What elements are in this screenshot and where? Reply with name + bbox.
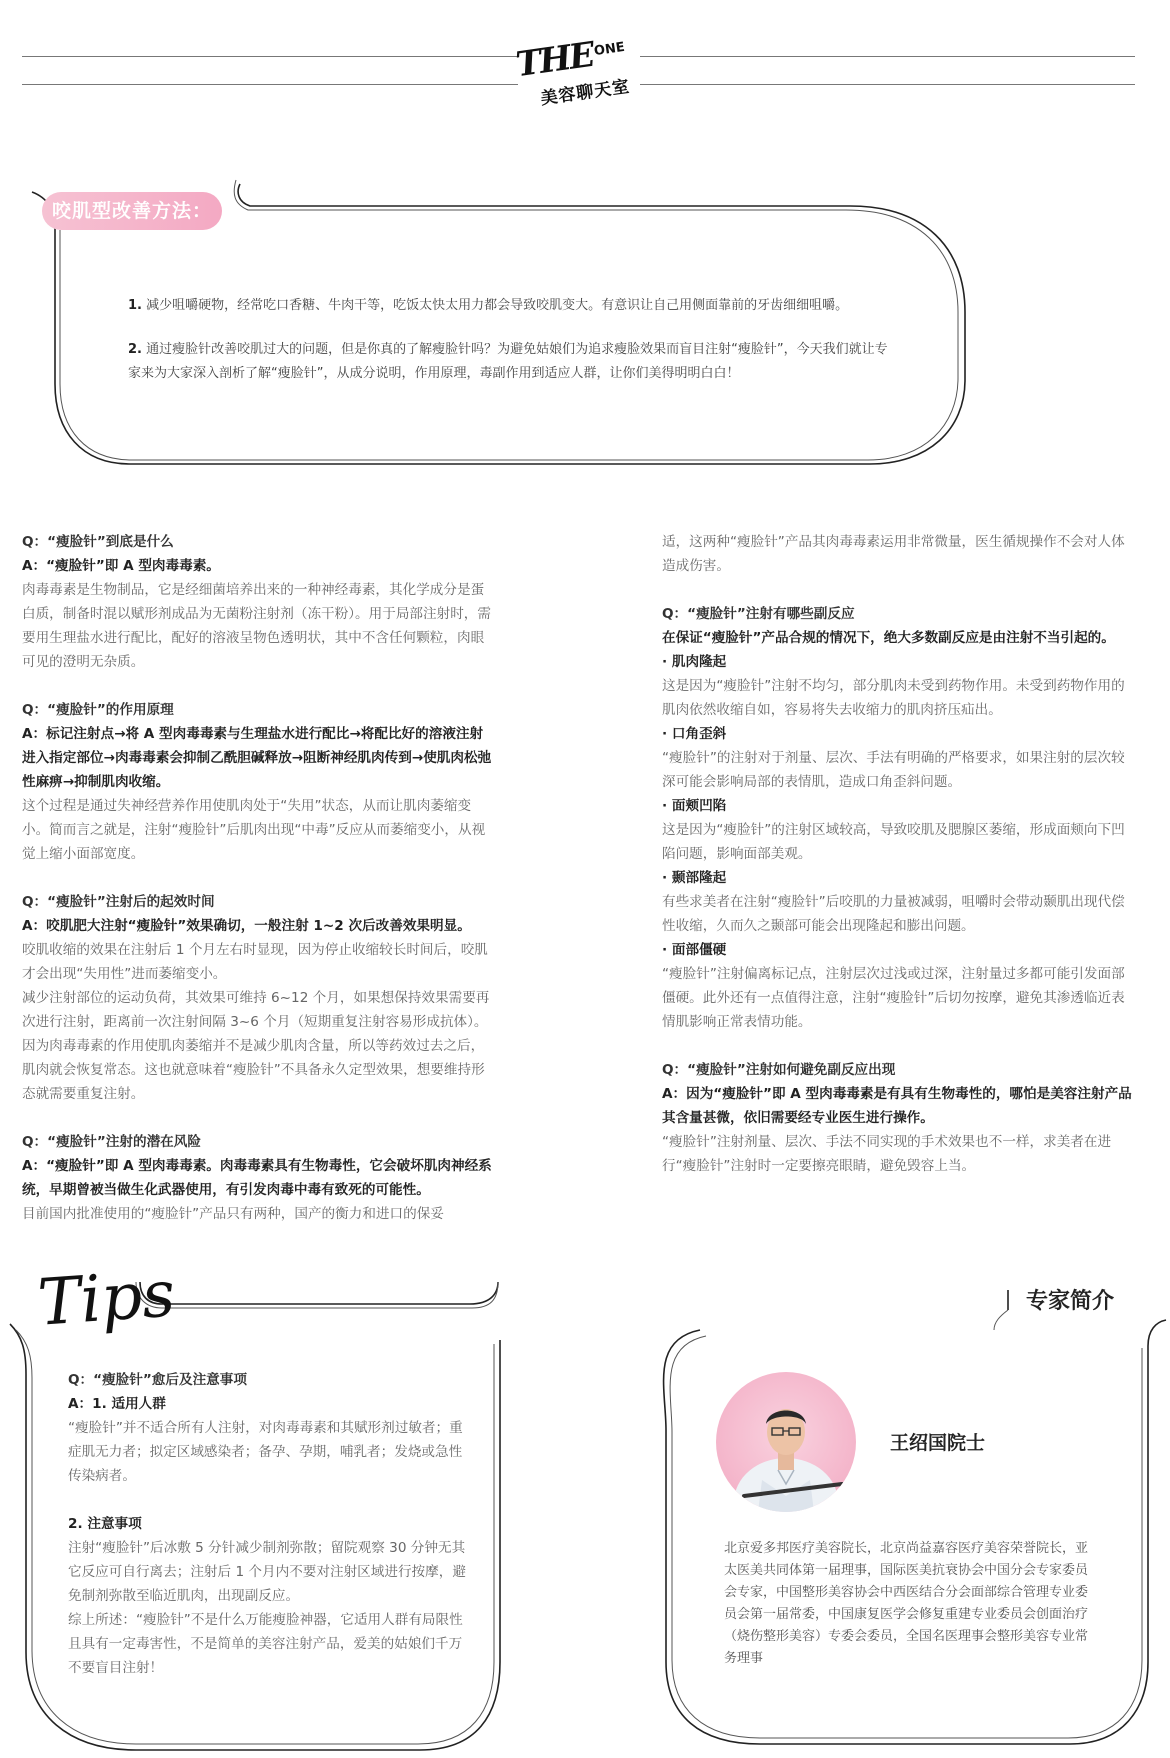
text-3b: 减少注射部位的运动负荷，其效果可维持 6~12 个月，如果想保持效果需要再次进行注射，距离前一次注射间隔 3~6 个月（短期重复注射容易形成抗体）。 (22, 990, 490, 1030)
question-3: Q：“瘦脸针”注射后的起效时间 (22, 894, 215, 910)
expert-avatar (716, 1372, 856, 1512)
answer-3: A：咬肌肥大注射“瘦脸针”效果确切，一般注射 1~2 次后改善效果明显。 (22, 918, 471, 934)
tips-question: Q：“瘦脸针”愈后及注意事项 (68, 1372, 247, 1388)
side-effect-text-3: 这是因为“瘦脸针”的注射区域较高，导致咬肌及腮腺区萎缩，形成面颊向下凹陷问题，影响面部美观。 (662, 822, 1125, 862)
tips-title: Tips (35, 1257, 178, 1341)
text-4-continued: 适，这两种“瘦脸针”产品其肉毒毒素运用非常微量，医生循规操作不会对人体造成伤害。 (662, 534, 1125, 574)
expert-section-title: 专家简介 (1026, 1289, 1115, 1314)
text-3c: 因为肉毒毒素的作用使肌肉萎缩并不是减少肌肉含量，所以等药效过去之后，肌肉就会恢复常态。这也就意味着“瘦脸针”不具备永久定型效果，想要维持形态就需要重复注射。 (22, 1038, 485, 1102)
tips-content (68, 1368, 468, 1680)
side-effect-heading-1: · 肌肉隆起 (662, 654, 727, 670)
intro-num-2: 2. (128, 342, 142, 357)
question-6: Q：“瘦脸针”注射如何避免副反应出现 (662, 1062, 896, 1078)
intro-text-2: 通过瘦脸针改善咬肌过大的问题，但是你真的了解瘦脸针吗？为避免姑娘们为追求瘦脸效果而盲目注射“瘦脸针”，今天我们就让专家来为大家深入剖析了解“瘦脸针”，从成分说明，作用原理，毒副作用到适应人群，让你们美得明明白白！ (128, 342, 888, 381)
text-1: 肉毒毒素是生物制品，它是经细菌培养出来的一种神经毒素，其化学成分是蛋白质，制备时混以赋形剂成品为无菌粉注射剂（冻干粉）。用于局部注射时，需要用生理盐水进行配比，配好的溶液呈物色透明状，其中不含任何颗粒，肉眼可见的澄明无杂质。 (22, 582, 491, 670)
header-line-bottom-left (22, 84, 518, 85)
text-4: 目前国内批准使用的“瘦脸针”产品只有两种，国产的衡力和进口的保妥 (22, 1206, 444, 1222)
doctor-portrait-icon (716, 1372, 856, 1512)
header-line-bottom-right (640, 84, 1135, 85)
tips-answer: A：1. 适用人群 (68, 1396, 166, 1412)
intro-tag: 咬肌型改善方法： (42, 192, 222, 230)
logo-chinese: 美容聊天室 (539, 76, 632, 110)
header-line-top-left (22, 56, 518, 57)
text-2: 这个过程是通过失神经营养作用使肌肉处于“失用”状态，从而让肌肉萎缩变小。简而言之就是，注射“瘦脸针”后肌肉出现“中毒”反应从而萎缩变小，从视觉上缩小面部宽度。 (22, 798, 486, 862)
magazine-logo (513, 34, 646, 110)
answer-4: A：“瘦脸针”即 A 型肉毒毒素。肉毒毒素具有生物毒性，它会破坏肌肉神经系统，早期曾被当做生化武器使用，有引发肉毒中毒有致死的可能性。 (22, 1158, 492, 1198)
tips-text-3: 综上所述：“瘦脸针”不是什么万能瘦脸神器，它适用人群有局限性且具有一定毒害性，不是简单的美容注射产品，爱美的姑娘们千万不要盲目注射！ (68, 1612, 463, 1676)
answer-1: A：“瘦脸针”即 A 型肉毒毒素。 (22, 558, 220, 574)
header-line-top-right (640, 56, 1135, 57)
answer-2: A：标记注射点→将 A 型肉毒毒素与生理盐水进行配比→将配比好的溶液注射进入指定部位→肉毒毒素会抑制乙酰胆碱释放→阻断神经肌肉传到→使肌肉松弛性麻痹→抑制肌肉收缩。 (22, 726, 492, 790)
side-effect-text-5: “瘦脸针”注射偏离标记点，注射层次过浅或过深，注射量过多都可能引发面部僵硬。此外还有一点值得注意，注射“瘦脸针”后切勿按摩，避免其渗透临近表情肌影响正常表情功能。 (662, 966, 1125, 1030)
tips-text-1: “瘦脸针”并不适合所有人注射，对肉毒毒素和其赋形剂过敏者；重症肌无力者；拟定区域感染者；备孕、孕期，哺乳者；发烧或急性传染病者。 (68, 1420, 463, 1484)
intro-text-1: 减少咀嚼硬物，经常吃口香糖、牛肉干等，吃饭太快太用力都会导致咬肌变大。有意识让自己用侧面靠前的牙齿细细咀嚼。 (146, 298, 849, 313)
side-effect-heading-5: · 面部僵硬 (662, 942, 727, 958)
question-1: Q：“瘦脸针”到底是什么 (22, 534, 174, 550)
logo-one: ONE (593, 39, 626, 60)
intro-num-1: 1. (128, 298, 142, 313)
side-effect-heading-4: · 颞部隆起 (662, 870, 727, 886)
answer-6: A：因为“瘦脸针”即 A 型肉毒毒素是有具有生物毒性的，哪怕是美容注射产品其含量甚微，依旧需要经专业医生进行操作。 (662, 1086, 1132, 1126)
question-4: Q：“瘦脸针”注射的潜在风险 (22, 1134, 201, 1150)
left-column (22, 530, 492, 1226)
expert-description: 北京爱多邦医疗美容院长，北京尚益嘉容医疗美容荣誉院长，亚太医美共同体第一届理事，国际医美抗衰协会中国分会专家委员会专家，中国整形美容协会中西医结合分会面部综合管理专业委员会第一届常委，中国康复医学会修复重建专业委员会创面治疗（烧伤整形美容）专委会委员，全国名医理事会整形美容专业常务理事 (724, 1541, 1089, 1666)
answer-5: 在保证“瘦脸针”产品合规的情况下，绝大多数副反应是由注射不当引起的。 (662, 630, 1115, 646)
side-effect-text-2: “瘦脸针”的注射对于剂量、层次、手法有明确的严格要求，如果注射的层次较深可能会影响局部的表情肌，造成口角歪斜问题。 (662, 750, 1125, 790)
side-effect-text-4: 有些求美者在注射“瘦脸针”后咬肌的力量被减弱，咀嚼时会带动颞肌出现代偿性收缩，久而久之颞部可能会出现隆起和膨出问题。 (662, 894, 1125, 934)
question-5: Q：“瘦脸针”注射有哪些副反应 (662, 606, 855, 622)
tips-text-2: 注射“瘦脸针”后冰敷 5 分针减少制剂弥散；留院观察 30 分钟无其它反应可自行离去；注射后 1 个月内不要对注射区域进行按摩，避免制剂弥散至临近肌肉，出现副反应。 (68, 1540, 466, 1604)
text-6: “瘦脸针”注射剂量、层次、手法不同实现的手术效果也不一样，求美者在进行“瘦脸针”注射时一定要擦亮眼睛，避免毁容上当。 (662, 1134, 1112, 1174)
question-2: Q：“瘦脸针”的作用原理 (22, 702, 174, 718)
expert-frame (600, 1270, 1170, 1758)
expert-name: 王绍国院士 (890, 1432, 986, 1454)
side-effect-heading-3: · 面颊凹陷 (662, 798, 727, 814)
intro-paragraph-2 (128, 338, 888, 386)
text-3a: 咬肌收缩的效果在注射后 1 个月左右时显现，因为停止收缩较长时间后，咬肌才会出现“失用性”进而萎缩变小。 (22, 942, 488, 982)
side-effect-text-1: 这是因为“瘦脸针”注射不均匀，部分肌肉未受到药物作用。未受到药物作用的肌肉依然收缩自如，容易将失去收缩力的肌肉挤压疝出。 (662, 678, 1125, 718)
side-effect-heading-2: · 口角歪斜 (662, 726, 727, 742)
right-column (662, 530, 1138, 1178)
intro-paragraph-1 (128, 294, 888, 318)
logo-the: THE (513, 34, 596, 86)
tips-heading-2: 2. 注意事项 (68, 1516, 142, 1532)
